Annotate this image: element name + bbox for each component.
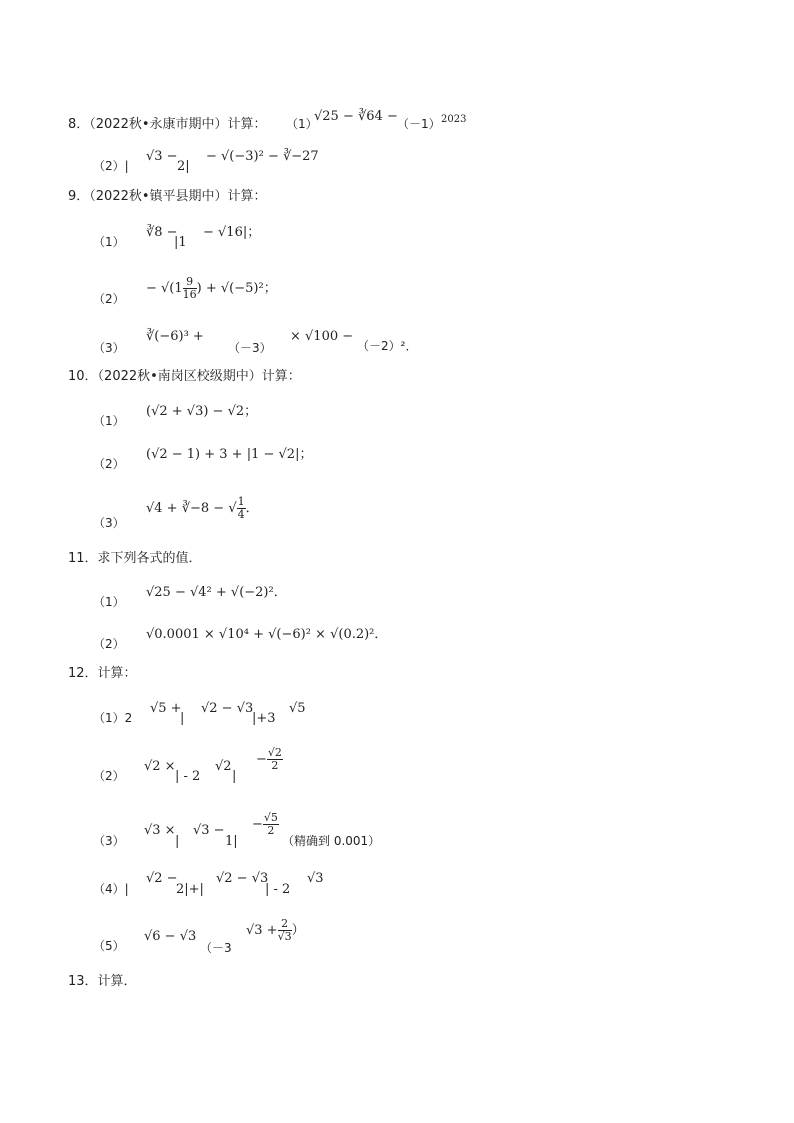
q12-p1-b: | xyxy=(180,711,185,726)
q12-p3-d: 1| xyxy=(225,834,238,849)
q9-p1-c: − √16|； xyxy=(203,225,261,240)
q8-p2-a: √3 − xyxy=(146,149,178,164)
q12-p5-label: （5） xyxy=(93,939,125,953)
q10-p1-label: （1） xyxy=(93,414,125,428)
q12-p5-c: √3 + $\frac{2}{√3}$ ） xyxy=(246,917,305,944)
q8-p1-exponent: 2023 xyxy=(441,114,467,125)
q8-heading: 8．（2022秋•永康市期中）计算： xyxy=(68,117,267,132)
q12-p1-d: |+3 xyxy=(252,711,276,726)
q12-p2-b: | - 2 xyxy=(175,769,201,784)
q10-p3-expr: √4 + ∛−8 − √ $\frac{1}{4}$ ． xyxy=(146,495,259,522)
q9-p3-label: （3） xyxy=(93,341,125,355)
q12-p4-c: √2 − √3 xyxy=(216,871,269,886)
q8-p2-c: − √(−3)² − ∛−27 xyxy=(206,149,319,164)
q8-p1-expr: √25 − ∛64 − xyxy=(314,109,398,124)
q9-p1-b: |1 xyxy=(174,235,187,250)
q11-p2-label: （2） xyxy=(93,637,125,651)
q12-p4-label: （4）| xyxy=(93,882,129,896)
q12-p3-fraction: $\frac{√5}{2}$ xyxy=(263,811,278,838)
q11-p2-expr: √0.0001 × √10⁴ + √(−6)² × √(0.2)²． xyxy=(146,627,388,642)
q10-p3-fraction: $\frac{1}{4}$ xyxy=(237,495,245,522)
q12-p2-e: − $\frac{√2}{2}$ xyxy=(256,746,282,773)
q11-p1-expr: √25 − √4² + √(−2)²． xyxy=(146,585,287,600)
q12-p4-e: √3 xyxy=(307,871,324,886)
q9-p1-label: （1） xyxy=(93,235,125,249)
q11-heading: 11．求下列各式的值． xyxy=(68,551,202,566)
q12-p5-fraction: $\frac{2}{√3}$ xyxy=(277,917,292,944)
q12-heading: 12．计算： xyxy=(68,666,137,681)
q12-p2-label: （2） xyxy=(93,769,125,783)
q8-p2-b: 2| xyxy=(177,159,190,174)
q8-p2-label: （2）| xyxy=(93,159,129,173)
q12-p2-a: √2 × xyxy=(144,759,176,774)
q8-p1-tail: （－1） xyxy=(397,117,441,131)
q9-p2-expr: − √(1 $\frac{9}{16}$ ) + √(−5)²； xyxy=(146,275,277,302)
q12-p1-c: √2 − √3 xyxy=(201,701,254,716)
q12-p3-a: √3 × xyxy=(144,823,176,838)
q12-p3-b: | xyxy=(175,834,180,849)
q10-p1-expr: (√2 + √3) − √2； xyxy=(146,404,258,419)
q12-p4-b: 2|+| xyxy=(176,882,204,897)
q13-heading: 13．计算． xyxy=(68,974,137,989)
q12-p1-e: √5 xyxy=(289,701,306,716)
q12-p3-note: （精确到 0.001） xyxy=(282,834,381,848)
q9-p3-d: （－2）²． xyxy=(357,339,418,353)
q10-p2-expr: (√2 − 1) + 3 + |1 − √2|； xyxy=(146,447,313,462)
q12-p2-fraction: $\frac{√2}{2}$ xyxy=(267,746,282,773)
q9-p3-c: × √100 − xyxy=(290,329,354,344)
q12-p4-d: | - 2 xyxy=(265,882,291,897)
q10-p2-label: （2） xyxy=(93,457,125,471)
q9-p2-label: （2） xyxy=(93,292,125,306)
q9-p2-fraction: $\frac{9}{16}$ xyxy=(182,275,197,302)
q12-p1-a: √5 + xyxy=(150,701,182,716)
q12-p5-a: √6 − √3 xyxy=(144,929,197,944)
q12-p4-a: √2 − xyxy=(146,871,178,886)
q12-p3-c: √3 − xyxy=(193,823,225,838)
q12-p5-b: （－3 xyxy=(200,941,232,955)
q8-p1-label: （1） xyxy=(286,117,318,131)
q9-p3-b: （－3） xyxy=(228,341,272,355)
q12-p1-label: （1）2 xyxy=(93,711,133,725)
q12-p2-c: √2 xyxy=(215,759,232,774)
q10-p3-label: （3） xyxy=(93,516,125,530)
q9-heading: 9．（2022秋•镇平县期中）计算： xyxy=(68,189,267,204)
q12-p3-e: − $\frac{√5}{2}$ xyxy=(252,811,278,838)
q12-p2-d: | xyxy=(232,769,237,784)
q10-heading: 10．（2022秋•南岗区校级期中）计算： xyxy=(68,369,301,384)
q9-p1-a: ∛8 − xyxy=(146,225,178,240)
q12-p3-label: （3） xyxy=(93,834,125,848)
q11-p1-label: （1） xyxy=(93,595,125,609)
q9-p3-a: ∛(−6)³ + xyxy=(146,329,204,344)
